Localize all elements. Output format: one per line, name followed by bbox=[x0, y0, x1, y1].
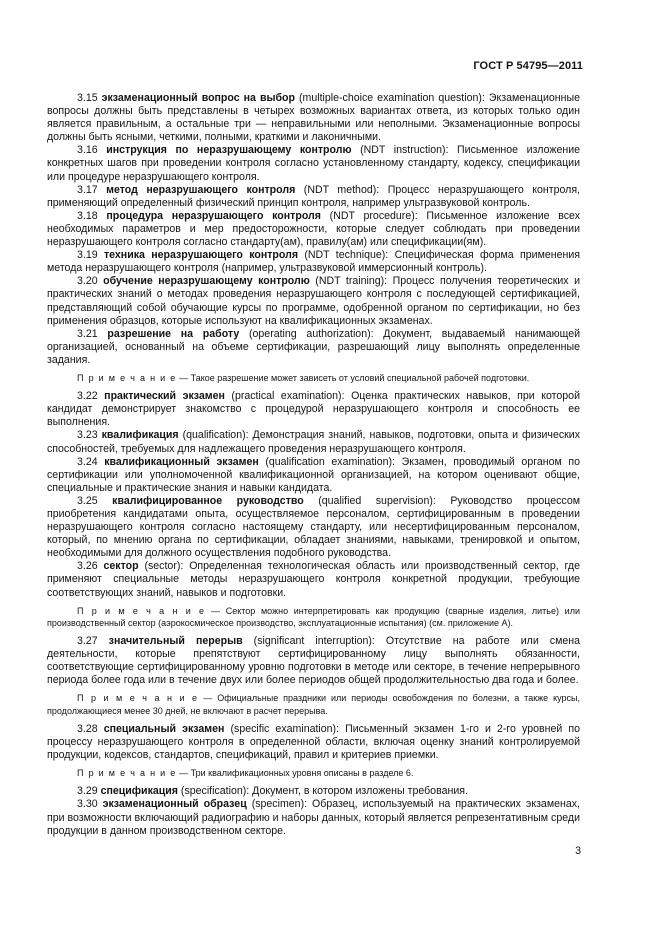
entry-number: 3.28 bbox=[77, 722, 98, 735]
definition-text: (significant interruption): Отсутствие на работе или смена деятельности, которые препятствуют сертифицированному лицу выполнять обязанности, соответствующие сертифицированному уровню подготовки в методе или секторе, в течение непрерывного периода более года или в течение двух или более периодов общей продолжительностью два года и более. bbox=[47, 635, 580, 687]
entry-number: 3.22 bbox=[77, 390, 98, 403]
definition-text: (specification): Документ, в котором изложены требования. bbox=[177, 785, 468, 798]
definition-text: (qualification): Демонстрация знаний, навыков, подготовки, опыта и физических способностей, требуемых для надлежащего проведения неразрушающего контроля. bbox=[47, 429, 580, 455]
definition-entry bbox=[47, 184, 580, 210]
definition-text: (NDT instruction): Письменное изложение конкретных шагов при проведении контроля согласно установленному стандарту, кодексу, спецификации или процедуре неразрушающего контроля. bbox=[47, 144, 581, 183]
note-text: — Сектор можно интерпретировать как продукцию (сварные изделия, литье) или производственный сектор (аэрокосмическое производство, эксплуатационные испытания) (см. приложение А). bbox=[47, 605, 580, 628]
definition-text: (NDT training): Процесс получения теоретических и практических знаний о методах проведения неразрушающего контроля с последующей сертификацией, представляющий собой обучающие курсы по программе, одобренной органом по сертификации, но без применения образцов, которые используют на квалификационных экзаменах. bbox=[47, 275, 580, 327]
note-text: — Три квалификационных уровня описаны в разделе 6. bbox=[176, 768, 414, 779]
term-name: инструкция по неразрушающему контролю bbox=[106, 144, 352, 157]
note-label: П р и м е ч а н и е bbox=[77, 605, 206, 616]
note-paragraph bbox=[47, 605, 580, 629]
term-name: квалифицированное руководство bbox=[112, 494, 304, 507]
entry-number: 3.19 bbox=[77, 249, 98, 262]
term-name: процедура неразрушающего контроля bbox=[106, 209, 321, 222]
definition-text: (qualification examination): Экзамен, проводимый органом по сертификации или уполномоченной квалификационной организацией, на котором оценивают общие, специальные и практические знания и навыки кандидата. bbox=[47, 455, 580, 494]
term-name: разрешение на работу bbox=[107, 327, 240, 340]
term-name: метод неразрушающего контроля bbox=[106, 183, 296, 196]
definition-entry bbox=[47, 249, 580, 275]
entry-number: 3.18 bbox=[77, 209, 98, 222]
entry-number: 3.29 bbox=[77, 785, 98, 798]
definition-text: (qualified supervision): Руководство процессом приобретения кандидатами опыта, осуществляемое персоналом, сертифицированным в проведении неразрушающего контроля согласно настоящему стандарту, или несертифицированным персоналом, который, по мнению органа по сертификации, обладает знаниями, навыками, тренировкой и опытом, необходимыми для должного осуществления подобного руководства. bbox=[47, 494, 581, 560]
definition-text: (operating authorization): Документ, выдаваемый нанимающей организацией, основанный на объеме сертификации, разрешающий лицу выполнять определенные задания. bbox=[47, 327, 580, 366]
definition-text: (practical examination): Оценка практических навыков, при которой кандидат демонстрирует знакомство с процедурой неразрушающего контроля и способность ее выполнения. bbox=[47, 390, 580, 429]
definition-text: (specific examination): Письменный экзамен 1-го и 2-го уровней по процессу неразрушающего контроля в определенной области, включая оценку знаний контролируемой продукции, кодексов, стандартов, спецификаций, правил и критериев приемки. bbox=[47, 722, 580, 762]
definition-text: (NDT method): Процесс неразрушающего контроля, применяющий определенный физический принцип контроля, например ультразвуковой контроль. bbox=[47, 183, 580, 209]
definition-entry bbox=[47, 144, 580, 183]
note-paragraph bbox=[47, 372, 580, 384]
definition-entry bbox=[47, 429, 580, 455]
term-name: специальный экзамен bbox=[103, 722, 225, 735]
page-number: 3 bbox=[575, 845, 581, 857]
entry-number: 3.27 bbox=[77, 635, 98, 648]
entry-number: 3.24 bbox=[77, 455, 98, 468]
note-label: П р и м е ч а н и е bbox=[77, 372, 177, 383]
definition-entry bbox=[47, 92, 580, 144]
definition-entry bbox=[47, 328, 580, 367]
note-paragraph bbox=[47, 692, 580, 716]
term-name: спецификация bbox=[100, 785, 178, 798]
definition-entry bbox=[47, 456, 580, 495]
document-body bbox=[47, 92, 580, 838]
entry-number: 3.20 bbox=[77, 275, 98, 288]
definition-entry bbox=[47, 495, 580, 560]
term-name: техника неразрушающего контроля bbox=[103, 249, 299, 262]
note-text: — Официальные праздники или периоды освобождения по болезни, а также курсы, продолжающиеся менее 30 дней, не включают в расчет перерыва. bbox=[47, 693, 580, 716]
entry-number: 3.16 bbox=[77, 144, 98, 157]
entry-number: 3.25 bbox=[77, 494, 98, 507]
definition-text: (sector): Определенная технологическая область или производственный сектор, где применяют специальные методы неразрушающего контроля конкретной продукции, требующие соответствующих знаний, навыков и подготовки. bbox=[47, 560, 581, 599]
document-id: ГОСТ Р 54795—2011 bbox=[473, 60, 583, 72]
definition-entry bbox=[47, 210, 580, 249]
definition-entry bbox=[47, 275, 580, 327]
definition-text: (NDT procedure): Письменное изложение всех необходимых параметров и мер предосторожности, которые следует соблюдать при проведении неразрушающего контроля согласно стандарту(ам), правилу(ам) или спецификации(ям). bbox=[47, 209, 580, 249]
definition-entry bbox=[47, 798, 580, 837]
note-label: П р и м е ч а н и е bbox=[77, 768, 177, 779]
term-name: обучение неразрушающему контролю bbox=[103, 275, 310, 288]
definition-entry bbox=[47, 635, 580, 687]
term-name: практический экзамен bbox=[104, 390, 225, 403]
term-name: сектор bbox=[103, 560, 139, 573]
entry-number: 3.30 bbox=[77, 798, 98, 811]
term-name: квалификация bbox=[101, 429, 179, 442]
definition-text: (NDT technique): Специфическая форма применения метода неразрушающего контроля (например, ультразвуковой иммерсионный контроль). bbox=[47, 249, 580, 275]
term-name: квалификационный экзамен bbox=[104, 455, 259, 468]
note-label: П р и м е ч а н и е bbox=[77, 693, 199, 704]
definition-text: (specimen): Образец, используемый на практических экзаменах, при возможности включающий радиографию и наборы данных, который является репрезентативным среди продукции в данном производственном секторе. bbox=[47, 798, 580, 837]
definition-text: (multiple-choice examination question): Экзаменационные вопросы должны быть представлены в четырех возможных вариантах ответа, из которых только один является правильным, а остальные три — неправильными или неполными. Экзаменационные вопросы должны быть ясными, четкими, полными, краткими и лаконичными. bbox=[47, 92, 580, 144]
term-name: экзаменационный образец bbox=[102, 798, 247, 811]
entry-number: 3.23 bbox=[77, 429, 98, 442]
definition-entry bbox=[47, 390, 580, 429]
definition-entry bbox=[47, 723, 580, 762]
definition-entry bbox=[47, 785, 580, 798]
entry-number: 3.26 bbox=[77, 560, 98, 573]
entry-number: 3.21 bbox=[77, 327, 98, 340]
note-paragraph bbox=[47, 767, 580, 779]
entry-number: 3.15 bbox=[77, 92, 98, 104]
note-text: — Такое разрешение может зависеть от условий специальной рабочей подготовки. bbox=[176, 372, 530, 383]
entry-number: 3.17 bbox=[77, 183, 98, 196]
term-name: экзаменационный вопрос на выбор bbox=[101, 92, 295, 104]
definition-entry bbox=[47, 560, 580, 599]
term-name: значительный перерыв bbox=[108, 635, 243, 648]
